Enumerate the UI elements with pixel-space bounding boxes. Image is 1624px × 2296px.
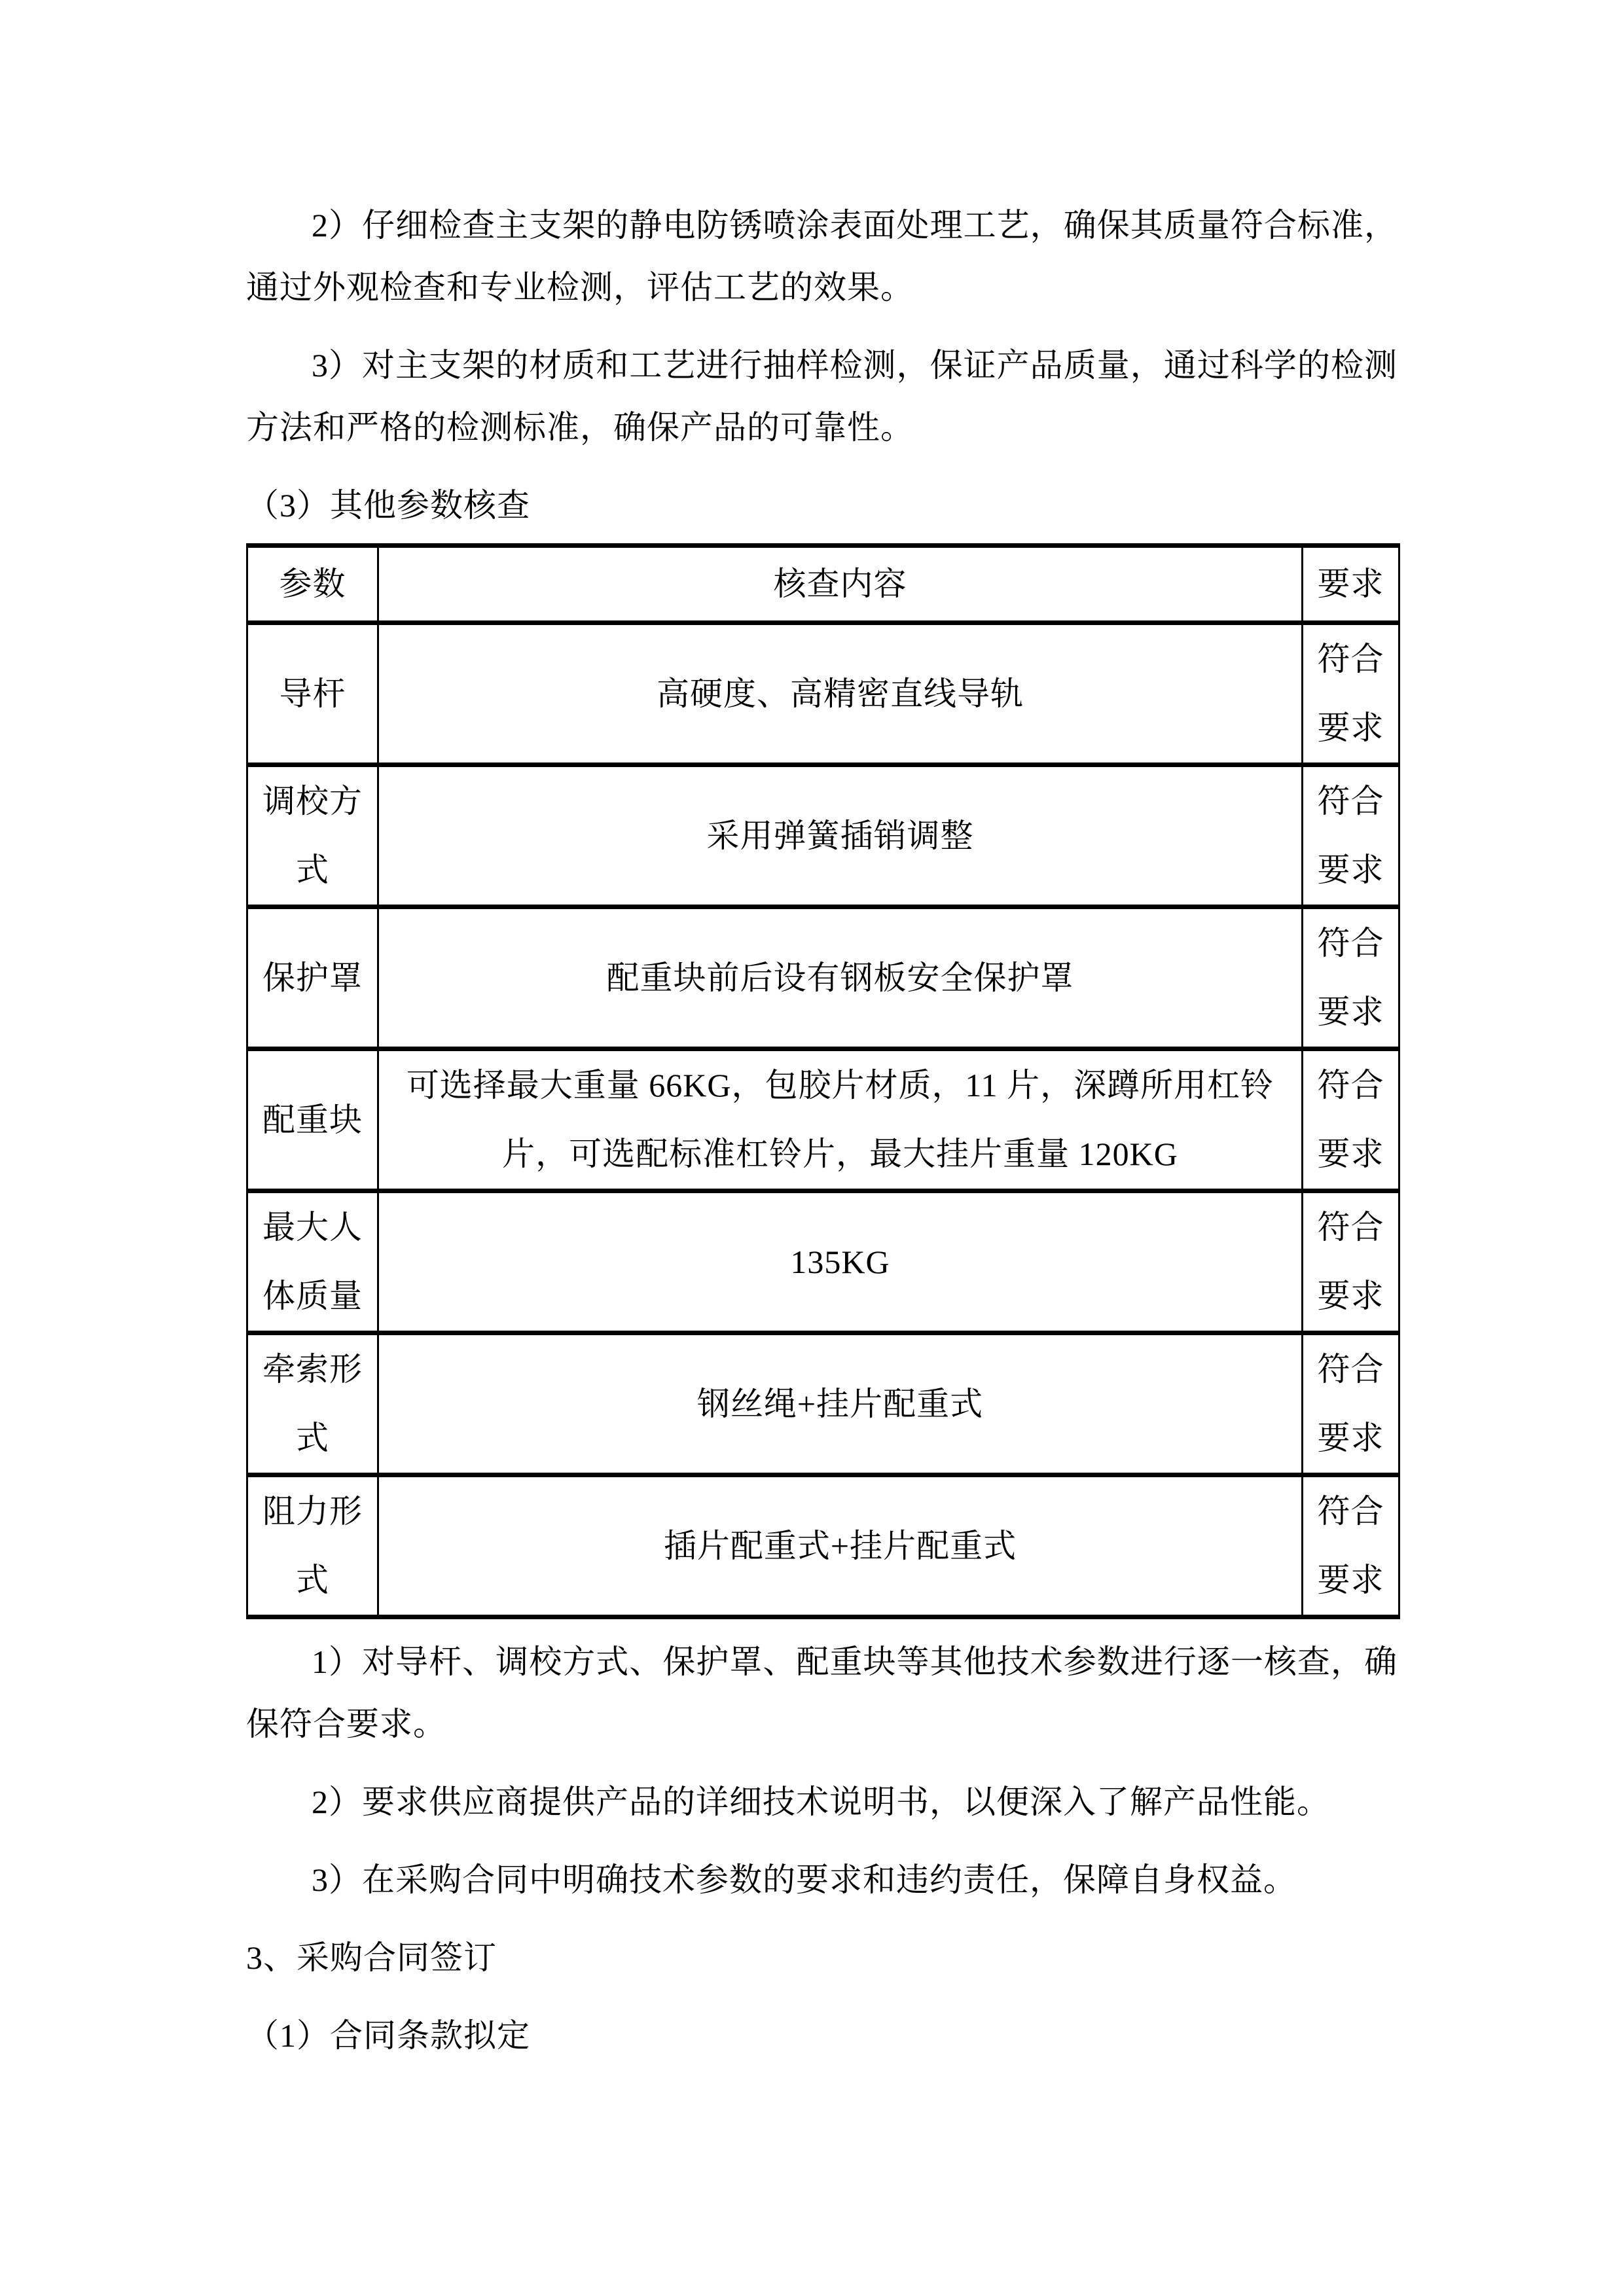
- cell-content: 可选择最大重量 66KG，包胶片材质，11 片，深蹲所用杠铃片，可选配标准杠铃片，最大挂片重量 120KG: [378, 1049, 1303, 1191]
- table-header-row: [247, 546, 1399, 623]
- cell-param: 调校方式: [247, 765, 378, 907]
- cell-content: 采用弹簧插销调整: [378, 765, 1303, 907]
- heading-contract-terms: （1）合同条款拟定: [246, 2017, 530, 2054]
- cell-requirement: 符合要求: [1303, 907, 1399, 1049]
- table-row: [247, 907, 1399, 1049]
- cell-param: 最大人体质量: [247, 1191, 378, 1333]
- cell-param: 牵索形式: [247, 1333, 378, 1475]
- cell-requirement: 符合要求: [1303, 1333, 1399, 1475]
- table-row: [247, 1191, 1399, 1333]
- table-row: [247, 1475, 1399, 1617]
- cell-content: 配重块前后设有钢板安全保护罩: [378, 907, 1303, 1049]
- table-row: [247, 765, 1399, 907]
- cell-requirement: 符合要求: [1303, 1191, 1399, 1333]
- cell-param: 导杆: [247, 623, 378, 765]
- section-heading-other-params: （3）其他参数核查: [246, 487, 530, 524]
- cell-requirement: 符合要求: [1303, 623, 1399, 765]
- paragraph-check-item-3: 3）在采购合同中明确技术参数的要求和违约责任，保障自身权益。: [312, 1861, 1297, 1898]
- table-row: [247, 1049, 1399, 1191]
- cell-content: 插片配重式+挂片配重式: [378, 1475, 1303, 1617]
- paragraph-check-item-2: 2）要求供应商提供产品的详细技术说明书，以便深入了解产品性能。: [312, 1784, 1330, 1820]
- cell-param: 配重块: [247, 1049, 378, 1191]
- table-row: [247, 1333, 1399, 1475]
- paragraph-sampling-test: 3）对主支架的材质和工艺进行抽样检测，保证产品质量，通过科学的检测方法和严格的检测标准，确保产品的可靠性。: [246, 347, 1398, 446]
- cell-content: 高硬度、高精密直线导轨: [378, 623, 1303, 765]
- table-row: [247, 623, 1399, 765]
- cell-content: 钢丝绳+挂片配重式: [378, 1333, 1303, 1475]
- header-cell-content: 核查内容: [378, 546, 1303, 623]
- cell-requirement: 符合要求: [1303, 765, 1399, 907]
- cell-param: 阻力形式: [247, 1475, 378, 1617]
- paragraph-inspection-spray: 2）仔细检查主支架的静电防锈喷涂表面处理工艺，确保其质量符合标准，通过外观检查和专业检测，评估工艺的效果。: [246, 207, 1398, 306]
- parameters-check-table: [246, 543, 1400, 1619]
- heading-contract-signing: 3、采购合同签订: [246, 1939, 497, 1976]
- paragraph-check-item-1: 1）对导杆、调校方式、保护罩、配重块等其他技术参数进行逐一核查，确保符合要求。: [246, 1643, 1398, 1742]
- cell-requirement: 符合要求: [1303, 1049, 1399, 1191]
- header-cell-requirement: 要求: [1303, 546, 1399, 623]
- header-cell-param: 参数: [247, 546, 378, 623]
- cell-content: 135KG: [378, 1191, 1303, 1333]
- cell-param: 保护罩: [247, 907, 378, 1049]
- cell-requirement: 符合要求: [1303, 1475, 1399, 1617]
